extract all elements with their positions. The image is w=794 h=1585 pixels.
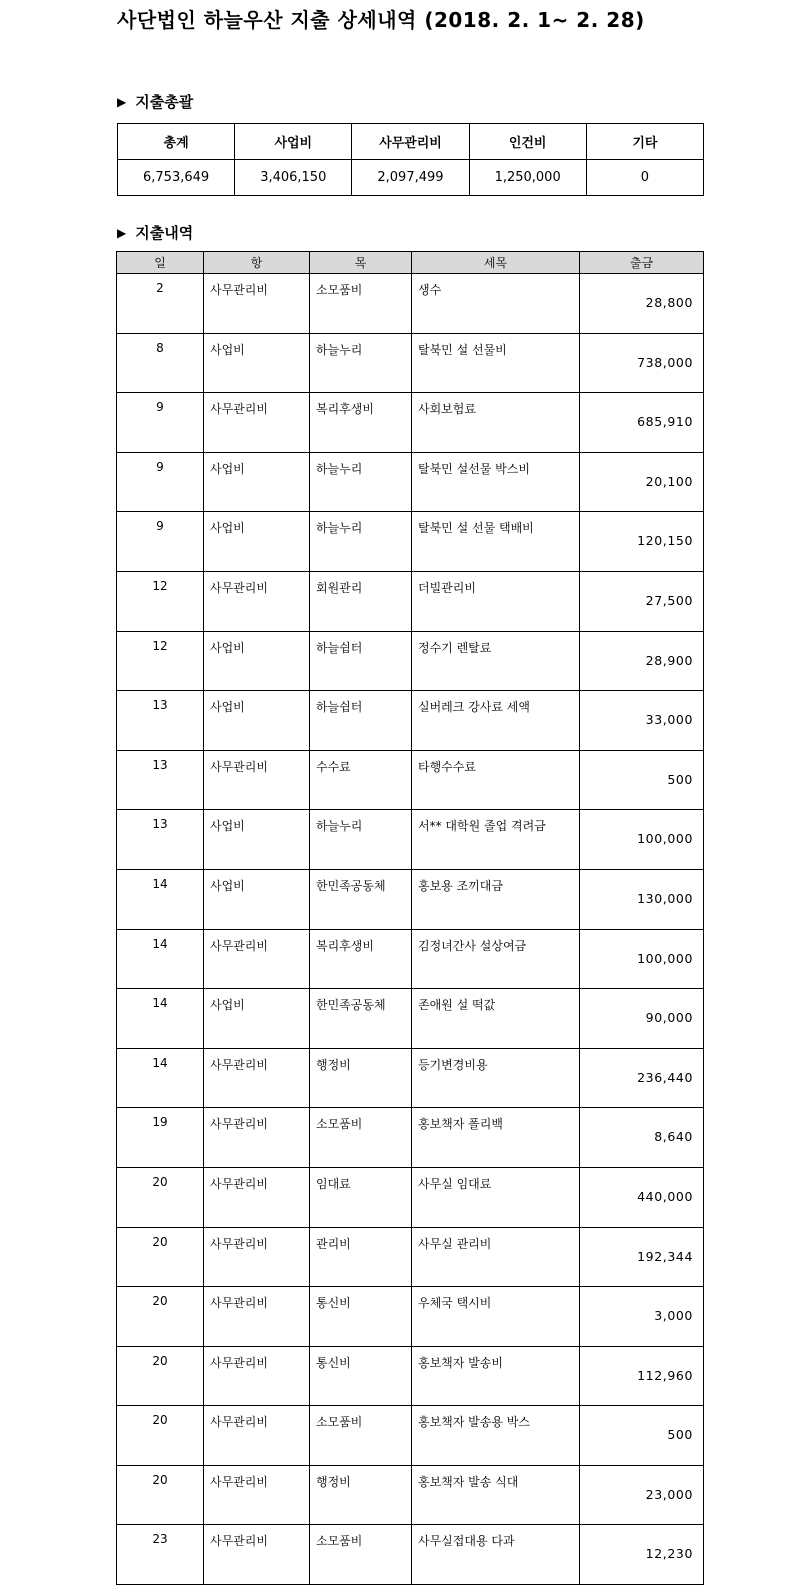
item-cell: 소모품비 xyxy=(310,1525,412,1585)
subitem-cell: 더빌관리비 xyxy=(412,571,580,631)
day-cell: 13 xyxy=(117,750,204,810)
day-cell: 20 xyxy=(117,1406,204,1466)
subitem-cell: 김정녀간사 설상여금 xyxy=(412,929,580,989)
category-cell: 사무관리비 xyxy=(204,1108,310,1168)
table-row xyxy=(117,1108,704,1168)
category-cell: 사업비 xyxy=(204,631,310,691)
day-cell: 23 xyxy=(117,1525,204,1585)
item-cell: 행정비 xyxy=(310,1465,412,1525)
subitem-cell: 탈북민 설 선물비 xyxy=(412,333,580,393)
details-header-row xyxy=(117,252,704,274)
category-cell: 사업비 xyxy=(204,869,310,929)
day-cell: 12 xyxy=(117,631,204,691)
item-cell: 하늘누리 xyxy=(310,333,412,393)
item-cell: 하늘쉼터 xyxy=(310,631,412,691)
subitem-cell: 사무실접대용 다과 xyxy=(412,1525,580,1585)
category-cell: 사무관리비 xyxy=(204,1287,310,1347)
amount-cell: 738,000 xyxy=(580,333,704,393)
amount-cell: 100,000 xyxy=(580,929,704,989)
day-cell: 20 xyxy=(117,1167,204,1227)
category-cell: 사무관리비 xyxy=(204,1048,310,1108)
amount-cell: 685,910 xyxy=(580,393,704,453)
table-row xyxy=(117,333,704,393)
subitem-cell: 홍보책자 폴리백 xyxy=(412,1108,580,1168)
day-cell: 13 xyxy=(117,691,204,751)
subitem-cell: 탈북민 설 선물 택배비 xyxy=(412,512,580,572)
category-cell: 사무관리비 xyxy=(204,750,310,810)
amount-cell: 100,000 xyxy=(580,810,704,870)
day-cell: 9 xyxy=(117,452,204,512)
subitem-cell: 생수 xyxy=(412,274,580,334)
amount-cell: 33,000 xyxy=(580,691,704,751)
table-row xyxy=(117,571,704,631)
page-title: 사단법인 하늘우산 지출 상세내역 (2018. 2. 1~ 2. 28) xyxy=(117,8,645,32)
item-cell: 복리후생비 xyxy=(310,929,412,989)
item-cell: 하늘누리 xyxy=(310,512,412,572)
day-cell: 9 xyxy=(117,512,204,572)
item-cell: 임대료 xyxy=(310,1167,412,1227)
details-header-cell: 세목 xyxy=(412,252,580,274)
category-cell: 사무관리비 xyxy=(204,274,310,334)
amount-cell: 3,000 xyxy=(580,1287,704,1347)
summary-value-cell: 2,097,499 xyxy=(352,160,469,196)
category-cell: 사무관리비 xyxy=(204,571,310,631)
category-cell: 사무관리비 xyxy=(204,1167,310,1227)
amount-cell: 192,344 xyxy=(580,1227,704,1287)
table-row xyxy=(117,1048,704,1108)
amount-cell: 12,230 xyxy=(580,1525,704,1585)
triangle-right-icon: ▶ xyxy=(117,225,127,240)
summary-header-cell: 사업비 xyxy=(235,124,352,160)
category-cell: 사무관리비 xyxy=(204,1406,310,1466)
table-row xyxy=(117,1167,704,1227)
category-cell: 사무관리비 xyxy=(204,1465,310,1525)
amount-cell: 500 xyxy=(580,750,704,810)
day-cell: 14 xyxy=(117,989,204,1049)
subitem-cell: 우체국 택시비 xyxy=(412,1287,580,1347)
subitem-cell: 타행수수료 xyxy=(412,750,580,810)
amount-cell: 27,500 xyxy=(580,571,704,631)
subitem-cell: 사무실 관리비 xyxy=(412,1227,580,1287)
table-row xyxy=(117,393,704,453)
table-row xyxy=(117,989,704,1049)
amount-cell: 130,000 xyxy=(580,869,704,929)
summary-header-row xyxy=(118,124,704,160)
category-cell: 사업비 xyxy=(204,691,310,751)
summary-value-cell: 3,406,150 xyxy=(235,160,352,196)
item-cell: 행정비 xyxy=(310,1048,412,1108)
day-cell: 20 xyxy=(117,1227,204,1287)
details-body xyxy=(117,274,704,1585)
item-cell: 통신비 xyxy=(310,1287,412,1347)
item-cell: 한민족공동체 xyxy=(310,869,412,929)
category-cell: 사업비 xyxy=(204,333,310,393)
item-cell: 한민족공동체 xyxy=(310,989,412,1049)
category-cell: 사무관리비 xyxy=(204,393,310,453)
summary-value-row xyxy=(118,160,704,196)
category-cell: 사무관리비 xyxy=(204,929,310,989)
item-cell: 수수료 xyxy=(310,750,412,810)
category-cell: 사업비 xyxy=(204,810,310,870)
subitem-cell: 홍보책자 발송용 박스 xyxy=(412,1406,580,1466)
subitem-cell: 탈북민 설선물 박스비 xyxy=(412,452,580,512)
subitem-cell: 홍보책자 발송비 xyxy=(412,1346,580,1406)
day-cell: 14 xyxy=(117,869,204,929)
amount-cell: 8,640 xyxy=(580,1108,704,1168)
table-row xyxy=(117,691,704,751)
amount-cell: 120,150 xyxy=(580,512,704,572)
table-row xyxy=(117,810,704,870)
item-cell: 소모품비 xyxy=(310,1406,412,1466)
details-header-cell: 출금 xyxy=(580,252,704,274)
subitem-cell: 존애원 설 떡값 xyxy=(412,989,580,1049)
category-cell: 사업비 xyxy=(204,452,310,512)
summary-header-cell: 사무관리비 xyxy=(352,124,469,160)
summary-heading-label: 지출총괄 xyxy=(135,93,194,111)
day-cell: 19 xyxy=(117,1108,204,1168)
subitem-cell: 등기변경비용 xyxy=(412,1048,580,1108)
summary-value-cell: 0 xyxy=(586,160,703,196)
amount-cell: 23,000 xyxy=(580,1465,704,1525)
day-cell: 20 xyxy=(117,1346,204,1406)
category-cell: 사업비 xyxy=(204,989,310,1049)
subitem-cell: 사무실 임대료 xyxy=(412,1167,580,1227)
amount-cell: 90,000 xyxy=(580,989,704,1049)
amount-cell: 112,960 xyxy=(580,1346,704,1406)
day-cell: 2 xyxy=(117,274,204,334)
summary-value-cell: 6,753,649 xyxy=(118,160,235,196)
details-heading-label: 지출내역 xyxy=(135,224,194,242)
subitem-cell: 홍보용 조끼대금 xyxy=(412,869,580,929)
subitem-cell: 서** 대학원 졸업 격려금 xyxy=(412,810,580,870)
subitem-cell: 사회보험료 xyxy=(412,393,580,453)
amount-cell: 500 xyxy=(580,1406,704,1466)
item-cell: 하늘쉼터 xyxy=(310,691,412,751)
table-row xyxy=(117,1406,704,1466)
subitem-cell: 정수기 렌탈료 xyxy=(412,631,580,691)
item-cell: 소모품비 xyxy=(310,274,412,334)
day-cell: 20 xyxy=(117,1287,204,1347)
table-row xyxy=(117,929,704,989)
day-cell: 20 xyxy=(117,1465,204,1525)
table-row xyxy=(117,869,704,929)
table-row xyxy=(117,452,704,512)
day-cell: 14 xyxy=(117,929,204,989)
table-row xyxy=(117,1465,704,1525)
summary-header-cell: 인건비 xyxy=(469,124,586,160)
category-cell: 사무관리비 xyxy=(204,1525,310,1585)
amount-cell: 236,440 xyxy=(580,1048,704,1108)
day-cell: 8 xyxy=(117,333,204,393)
item-cell: 통신비 xyxy=(310,1346,412,1406)
table-row xyxy=(117,1287,704,1347)
table-row xyxy=(117,274,704,334)
amount-cell: 440,000 xyxy=(580,1167,704,1227)
details-section-heading xyxy=(117,222,193,243)
details-header-cell: 목 xyxy=(310,252,412,274)
summary-header-cell: 총계 xyxy=(118,124,235,160)
triangle-right-icon: ▶ xyxy=(117,94,127,109)
summary-section-heading xyxy=(117,91,193,112)
day-cell: 13 xyxy=(117,810,204,870)
table-row xyxy=(117,512,704,572)
summary-header-cell: 기타 xyxy=(586,124,703,160)
category-cell: 사무관리비 xyxy=(204,1346,310,1406)
table-row xyxy=(117,1346,704,1406)
item-cell: 소모품비 xyxy=(310,1108,412,1168)
day-cell: 14 xyxy=(117,1048,204,1108)
subitem-cell: 홍보책자 발송 식대 xyxy=(412,1465,580,1525)
subitem-cell: 실버레크 강사료 세액 xyxy=(412,691,580,751)
details-header-cell: 항 xyxy=(204,252,310,274)
item-cell: 하늘누리 xyxy=(310,452,412,512)
day-cell: 9 xyxy=(117,393,204,453)
item-cell: 하늘누리 xyxy=(310,810,412,870)
amount-cell: 28,800 xyxy=(580,274,704,334)
table-row xyxy=(117,1227,704,1287)
amount-cell: 20,100 xyxy=(580,452,704,512)
amount-cell: 28,900 xyxy=(580,631,704,691)
table-row xyxy=(117,750,704,810)
item-cell: 회원관리 xyxy=(310,571,412,631)
details-header-cell: 일 xyxy=(117,252,204,274)
item-cell: 관리비 xyxy=(310,1227,412,1287)
summary-value-cell: 1,250,000 xyxy=(469,160,586,196)
item-cell: 복리후생비 xyxy=(310,393,412,453)
category-cell: 사무관리비 xyxy=(204,1227,310,1287)
day-cell: 12 xyxy=(117,571,204,631)
details-table xyxy=(116,251,704,1585)
table-row xyxy=(117,1525,704,1585)
summary-table xyxy=(117,123,704,196)
category-cell: 사업비 xyxy=(204,512,310,572)
table-row xyxy=(117,631,704,691)
